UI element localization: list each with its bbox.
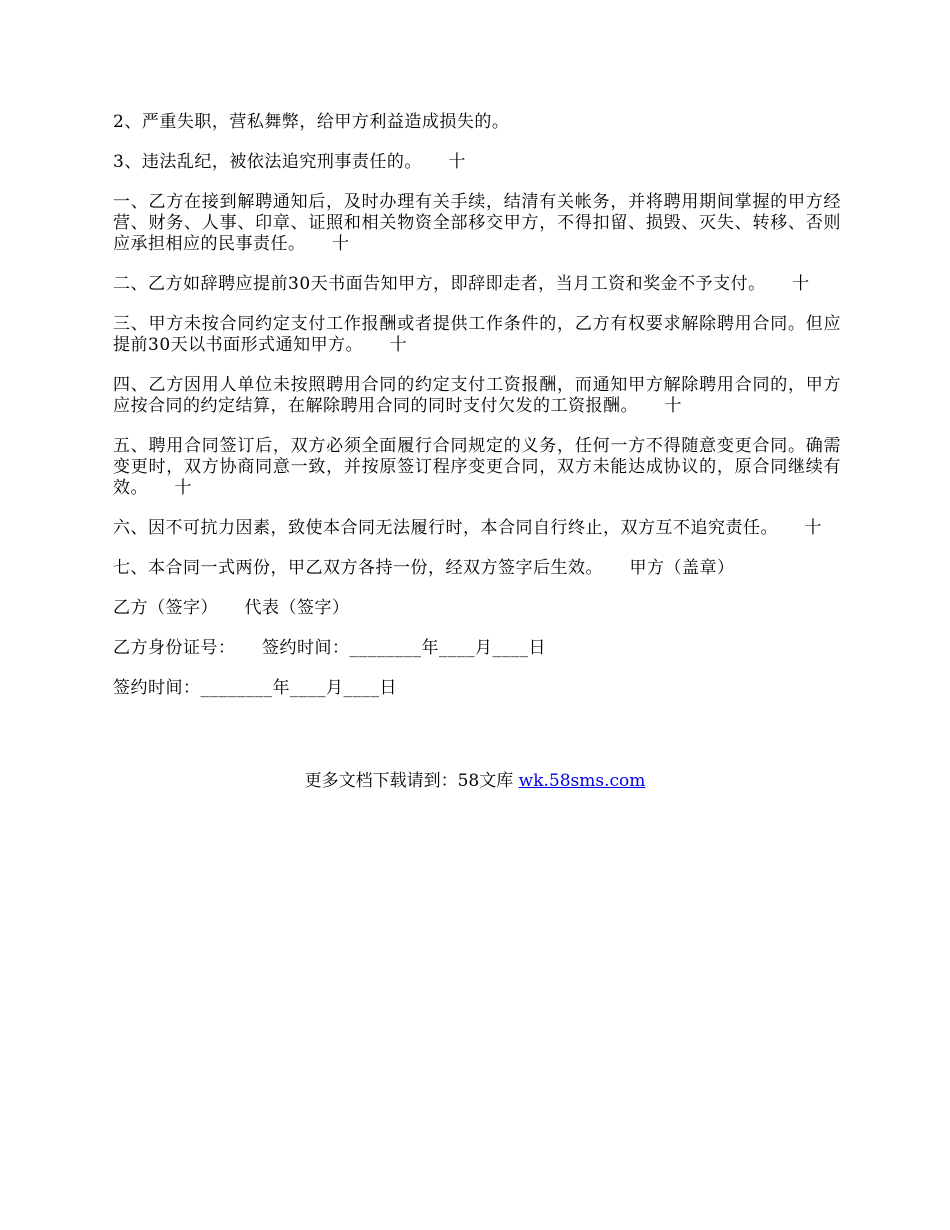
article-2: 二、乙方如辞聘应提前30天书面告知甲方，即辞即走者，当月工资和奖金不予支付。 十 xyxy=(113,274,810,294)
article-6: 六、因不可抗力因素，致使本合同无法履行时，本合同自行终止，双方互不追究责任。 十 xyxy=(113,518,822,538)
footer-link[interactable]: wk.58sms.com xyxy=(518,771,646,791)
article-7: 七、本合同一式两份，甲乙双方各持一份，经双方签字后生效。 甲方（盖章） xyxy=(113,558,735,578)
clause-2: 2、严重失职，营私舞弊，给甲方利益造成损失的。 xyxy=(113,112,510,132)
footer-text: 更多文档下载请到：58文库 xyxy=(304,771,519,791)
article-4: 四、乙方因用人单位未按照聘用合同的约定支付工资报酬，而通知甲方解除聘用合同的，甲方应按合同的约定结算，在解除聘用合同的同时支付欠发的工资报酬。 十 xyxy=(113,375,841,416)
document-body xyxy=(113,112,841,718)
clause-3: 3、违法乱纪，被依法追究刑事责任的。 十 xyxy=(113,152,466,172)
article-5: 五、聘用合同签订后，双方必须全面履行合同规定的义务，任何一方不得随意变更合同。确需变更时，双方协商同意一致，并按原签订程序变更合同，双方未能达成协议的，原合同继续有效。 十 xyxy=(113,436,841,498)
id-number-sign-date-line: 乙方身份证号： 签约时间：________年____月____日 xyxy=(113,638,546,658)
sign-date-line: 签约时间：________年____月____日 xyxy=(113,678,397,698)
article-3: 三、甲方未按合同约定支付工作报酬或者提供工作条件的，乙方有权要求解除聘用合同。但应提前30天以书面形式通知甲方。 十 xyxy=(113,314,841,355)
signature-line-party-b: 乙方（签字） 代表（签字） xyxy=(113,598,350,618)
footer xyxy=(0,771,950,792)
article-1: 一、乙方在接到解聘通知后，及时办理有关手续，结清有关帐务，并将聘用期间掌握的甲方经营、财务、人事、印章、证照和相关物资全部移交甲方，不得扣留、损毁、灭失、转移、否则应承担相应的民事责任。 十 xyxy=(113,192,841,254)
